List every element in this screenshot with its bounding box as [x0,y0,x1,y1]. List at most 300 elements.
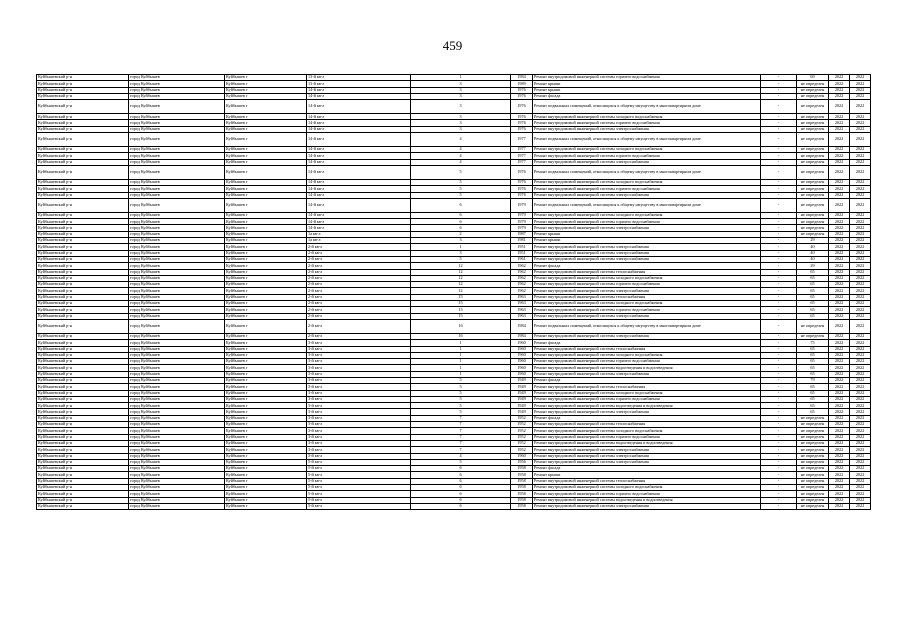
work-type-cell: Ремонт внутридомовой инженерной системы электроснабжения [533,159,761,165]
district-cell: Куйбышевский р-н [37,256,129,262]
street-cell: 3-й кв-л [307,403,411,409]
year-start-cell: 2022 [829,333,850,339]
locality-cell: Куйбышев г [225,422,307,428]
year-start-cell: 2022 [829,81,850,87]
house-number-cell: 12 [411,269,511,275]
locality-cell: Куйбышев г [225,179,307,185]
dash-cell: - [761,263,797,269]
table-row [37,100,871,114]
street-cell: 14-й кв-л [307,93,411,99]
locality-cell: Куйбышев г [225,485,307,491]
year-built-cell: 1952 [511,434,533,440]
year-start-cell: 2022 [829,231,850,237]
year-built-cell: 1979 [511,212,533,218]
year-start-cell: 2022 [829,365,850,371]
locality-cell: Куйбышев г [225,491,307,497]
dash-cell: - [761,453,797,459]
year-start-cell: 2022 [829,478,850,484]
house-number-cell: 4 [411,133,511,147]
locality-cell: Куйбышев г [225,186,307,192]
year-end-cell: 2022 [850,428,871,434]
year-built-cell: 1960 [511,352,533,358]
work-type-cell: Ремонт внутридомовой инженерной системы электроснабжения [533,244,761,250]
house-number-cell: 7 [411,428,511,434]
table-row [37,503,871,509]
dash-cell: - [761,256,797,262]
year-built-cell: 1977 [511,159,533,165]
value-cell: не определен [797,133,829,147]
year-built-cell: 1951 [511,244,533,250]
house-number-cell: 15 [411,294,511,300]
year-end-cell: 2022 [850,263,871,269]
street-cell: 2-й кв-л [307,269,411,275]
locality-cell: Куйбышев г [225,250,307,256]
district-cell: Куйбышевский р-н [37,275,129,281]
value-cell: 75 [797,340,829,346]
settlement-cell: город Куйбышев [129,269,225,275]
year-start-cell: 2022 [829,225,850,231]
year-start-cell: 2022 [829,466,850,472]
table-body [37,75,871,510]
value-cell: 65 [797,301,829,307]
settlement-cell: город Куйбышев [129,198,225,212]
settlement-cell: город Куйбышев [129,359,225,365]
year-end-cell: 2022 [850,294,871,300]
settlement-cell: город Куйбышев [129,346,225,352]
year-built-cell: 1949 [511,390,533,396]
year-end-cell: 2022 [850,478,871,484]
value-cell: не определен [797,428,829,434]
house-number-cell: 1 [411,352,511,358]
year-built-cell: 1952 [511,428,533,434]
year-end-cell: 2022 [850,403,871,409]
house-number-cell: 6 [411,485,511,491]
work-type-cell: Ремонт внутридомовой инженерной системы холодного водоснабжения [533,352,761,358]
locality-cell: Куйбышев г [225,244,307,250]
year-built-cell: 1962 [511,275,533,281]
street-cell: 14-й кв-л [307,133,411,147]
house-number-cell: 7 [411,447,511,453]
year-built-cell: 1962 [511,288,533,294]
house-number-cell: 3 [411,87,511,93]
value-cell: не определен [797,485,829,491]
dash-cell: - [761,447,797,453]
work-type-cell: Ремонт внутридомовой инженерной системы горячего водоснабжения [533,282,761,288]
settlement-cell: город Куйбышев [129,93,225,99]
work-type-cell: Ремонт внутридомовой инженерной системы холодного водоснабжения [533,179,761,185]
value-cell: не определен [797,415,829,421]
settlement-cell: город Куйбышев [129,147,225,153]
district-cell: Куйбышевский р-н [37,459,129,465]
year-end-cell: 2022 [850,503,871,509]
year-built-cell: 1989 [511,81,533,87]
district-cell: Куйбышевский р-н [37,93,129,99]
settlement-cell: город Куйбышев [129,466,225,472]
house-number-cell: 3 [411,238,511,244]
street-cell: 3-й кв-л [307,377,411,383]
year-end-cell: 2022 [850,472,871,478]
work-type-cell: Ремонт внутридомовой инженерной системы электроснабжения [533,288,761,294]
table-row [37,165,871,179]
settlement-cell: город Куйбышев [129,497,225,503]
street-cell: 5-й кв-л [307,478,411,484]
year-built-cell: 1979 [511,219,533,225]
street-cell: 2-й кв-л [307,307,411,313]
work-type-cell: Ремонт подвальных помещений, относящихся к общему имуществу в многоквартирном доме [533,165,761,179]
settlement-cell: город Куйбышев [129,87,225,93]
locality-cell: Куйбышев г [225,153,307,159]
district-cell: Куйбышевский р-н [37,231,129,237]
settlement-cell: город Куйбышев [129,256,225,262]
dash-cell: - [761,466,797,472]
dash-cell: - [761,165,797,179]
year-start-cell: 2022 [829,409,850,415]
value-cell: не определен [797,453,829,459]
street-cell: 5-й кв-л [307,503,411,509]
work-type-cell: Ремонт внутридомовой инженерной системы теплоснабжения [533,294,761,300]
locality-cell: Куйбышев г [225,212,307,218]
value-cell: не определен [797,219,829,225]
year-end-cell: 2022 [850,307,871,313]
year-end-cell: 2022 [850,491,871,497]
value-cell: не определен [797,447,829,453]
street-cell: 2-й кв-л [307,288,411,294]
year-built-cell: 1949 [511,403,533,409]
value-cell: 65 [797,359,829,365]
value-cell: 65 [797,409,829,415]
year-end-cell: 2022 [850,377,871,383]
dash-cell: - [761,497,797,503]
year-built-cell: 1958 [511,472,533,478]
locality-cell: Куйбышев г [225,133,307,147]
settlement-cell: город Куйбышев [129,415,225,421]
work-type-cell: Ремонт внутридомовой инженерной системы электроснабжения [533,453,761,459]
year-built-cell: 1958 [511,466,533,472]
locality-cell: Куйбышев г [225,319,307,333]
district-cell: Куйбышевский р-н [37,263,129,269]
house-number-cell: 15 [411,313,511,319]
house-number-cell: 1 [411,75,511,81]
year-start-cell: 2022 [829,198,850,212]
street-cell: 13-й кв-л [307,81,411,87]
settlement-cell: город Куйбышев [129,377,225,383]
dash-cell: - [761,159,797,165]
year-end-cell: 2022 [850,485,871,491]
dash-cell: - [761,219,797,225]
year-end-cell: 2022 [850,384,871,390]
street-cell: 2-й кв-л [307,256,411,262]
district-cell: Куйбышевский р-н [37,282,129,288]
year-end-cell: 2022 [850,212,871,218]
year-built-cell: 1976 [511,179,533,185]
value-cell: 29 [797,263,829,269]
settlement-cell: город Куйбышев [129,319,225,333]
settlement-cell: город Куйбышев [129,219,225,225]
value-cell: не определен [797,440,829,446]
settlement-cell: город Куйбышев [129,186,225,192]
value-cell: 65 [797,275,829,281]
street-cell: 2-й кв-л [307,301,411,307]
year-start-cell: 2022 [829,319,850,333]
street-cell: 3-й кв-л [307,371,411,377]
house-number-cell: 1 [411,365,511,371]
settlement-cell: город Куйбышев [129,459,225,465]
table-row [37,133,871,147]
work-type-cell: Ремонт внутридомовой инженерной системы электроснабжения [533,459,761,465]
district-cell: Куйбышевский р-н [37,198,129,212]
year-built-cell: 1949 [511,396,533,402]
value-cell: не определен [797,87,829,93]
year-start-cell: 2022 [829,447,850,453]
locality-cell: Куйбышев г [225,403,307,409]
value-cell: 79 [797,377,829,383]
year-end-cell: 2022 [850,87,871,93]
locality-cell: Куйбышев г [225,288,307,294]
dash-cell: - [761,377,797,383]
work-type-cell: Ремонт внутридомовой инженерной системы водоотведения и водоотведения [533,497,761,503]
house-number-cell: 4 [411,147,511,153]
district-cell: Куйбышевский р-н [37,447,129,453]
year-start-cell: 2022 [829,453,850,459]
year-end-cell: 2022 [850,275,871,281]
district-cell: Куйбышевский р-н [37,87,129,93]
settlement-cell: город Куйбышев [129,282,225,288]
year-end-cell: 2022 [850,225,871,231]
locality-cell: Куйбышев г [225,503,307,509]
year-built-cell: 1952 [511,440,533,446]
value-cell: 40 [797,256,829,262]
settlement-cell: город Куйбышев [129,294,225,300]
year-start-cell: 2022 [829,238,850,244]
year-built-cell: 1979 [511,225,533,231]
locality-cell: Куйбышев г [225,263,307,269]
year-end-cell: 2022 [850,81,871,87]
settlement-cell: город Куйбышев [129,81,225,87]
year-end-cell: 2022 [850,440,871,446]
settlement-cell: город Куйбышев [129,244,225,250]
year-start-cell: 2022 [829,340,850,346]
locality-cell: Куйбышев г [225,333,307,339]
year-start-cell: 2022 [829,288,850,294]
year-built-cell: 1963 [511,301,533,307]
locality-cell: Куйбышев г [225,165,307,179]
work-type-cell: Ремонт внутридомовой инженерной системы электроснабжения [533,371,761,377]
street-cell: 3-й кв-л [307,359,411,365]
dash-cell: - [761,244,797,250]
year-end-cell: 2022 [850,409,871,415]
dash-cell: - [761,275,797,281]
value-cell: 40 [797,244,829,250]
year-start-cell: 2022 [829,192,850,198]
dash-cell: - [761,212,797,218]
street-cell: 3-й кв-л [307,396,411,402]
street-cell: 3-й кв-л [307,384,411,390]
year-start-cell: 2022 [829,371,850,377]
street-cell: 14-й кв-л [307,192,411,198]
house-number-cell: 5 [411,384,511,390]
year-end-cell: 2022 [850,313,871,319]
settlement-cell: город Куйбышев [129,396,225,402]
value-cell: 65 [797,346,829,352]
year-start-cell: 2022 [829,75,850,81]
work-type-cell: Ремонт внутридомовой инженерной системы холодного водоснабжения [533,275,761,281]
year-start-cell: 2022 [829,497,850,503]
work-type-cell: Ремонт внутридомовой инженерной системы холодного водоснабжения [533,485,761,491]
year-end-cell: 2022 [850,186,871,192]
locality-cell: Куйбышев г [225,231,307,237]
year-built-cell: 1976 [511,192,533,198]
year-built-cell: 1976 [511,126,533,132]
year-built-cell: 1960 [511,346,533,352]
district-cell: Куйбышевский р-н [37,186,129,192]
year-built-cell: 1949 [511,377,533,383]
work-type-cell: Ремонт внутридомовой инженерной системы холодного водоснабжения [533,114,761,120]
year-start-cell: 2022 [829,294,850,300]
year-built-cell: 1981 [511,238,533,244]
dash-cell: - [761,459,797,465]
district-cell: Куйбышевский р-н [37,307,129,313]
house-number-cell: 3 [411,250,511,256]
year-built-cell: 1958 [511,491,533,497]
locality-cell: Куйбышев г [225,390,307,396]
year-built-cell: 1976 [511,186,533,192]
year-end-cell: 2022 [850,447,871,453]
district-cell: Куйбышевский р-н [37,313,129,319]
locality-cell: Куйбышев г [225,466,307,472]
year-end-cell: 2022 [850,165,871,179]
work-type-cell: Ремонт подвальных помещений, относящихся к общему имуществу в многоквартирном доме [533,319,761,333]
street-cell: 3-й кв-л [307,340,411,346]
year-start-cell: 2022 [829,440,850,446]
year-start-cell: 2022 [829,120,850,126]
street-cell: 5-й кв-л [307,472,411,478]
street-cell: 3-й кв-л [307,428,411,434]
settlement-cell: город Куйбышев [129,371,225,377]
work-type-cell: Ремонт крыши [533,472,761,478]
value-cell: не определен [797,153,829,159]
value-cell: не определен [797,434,829,440]
year-start-cell: 2022 [829,377,850,383]
year-start-cell: 2022 [829,485,850,491]
year-start-cell: 2022 [829,133,850,147]
value-cell: не определен [797,459,829,465]
year-end-cell: 2022 [850,126,871,132]
value-cell: не определен [797,212,829,218]
street-cell: 14-й кв-л [307,120,411,126]
work-type-cell: Ремонт фасада [533,263,761,269]
page-number: 459 [442,38,463,53]
dash-cell: - [761,179,797,185]
dash-cell: - [761,147,797,153]
dash-cell: - [761,93,797,99]
year-built-cell: 1962 [511,263,533,269]
work-type-cell: Ремонт внутридомовой инженерной системы теплоснабжения [533,384,761,390]
house-number-cell: 1 [411,359,511,365]
year-end-cell: 2022 [850,179,871,185]
house-number-cell: 4 [411,153,511,159]
locality-cell: Куйбышев г [225,440,307,446]
locality-cell: Куйбышев г [225,371,307,377]
year-start-cell: 2022 [829,396,850,402]
year-end-cell: 2022 [850,371,871,377]
work-type-cell: Ремонт внутридомовой инженерной системы горячего водоснабжения [533,75,761,81]
dash-cell: - [761,225,797,231]
work-type-cell: Ремонт подвальных помещений, относящихся к общему имуществу в многоквартирном доме [533,198,761,212]
year-start-cell: 2022 [829,491,850,497]
value-cell: 65 [797,403,829,409]
settlement-cell: город Куйбышев [129,447,225,453]
year-end-cell: 2022 [850,198,871,212]
dash-cell: - [761,250,797,256]
dash-cell: - [761,340,797,346]
dash-cell: - [761,384,797,390]
value-cell: 65 [797,282,829,288]
district-cell: Куйбышевский р-н [37,352,129,358]
year-built-cell: 1960 [511,365,533,371]
locality-cell: Куйбышев г [225,159,307,165]
year-built-cell: 1958 [511,478,533,484]
year-end-cell: 2022 [850,497,871,503]
work-type-cell: Ремонт фасада [533,377,761,383]
year-start-cell: 2022 [829,359,850,365]
work-type-cell: Ремонт внутридомовой инженерной системы горячего водоснабжения [533,120,761,126]
settlement-cell: город Куйбышев [129,120,225,126]
year-end-cell: 2022 [850,359,871,365]
value-cell: 65 [797,390,829,396]
year-built-cell: 1956 [511,459,533,465]
dash-cell: - [761,428,797,434]
house-number-cell: 6 [411,491,511,497]
street-cell: 2-й кв-л [307,282,411,288]
dash-cell: - [761,269,797,275]
year-end-cell: 2022 [850,301,871,307]
year-built-cell: 1951 [511,250,533,256]
settlement-cell: город Куйбышев [129,478,225,484]
street-cell: 3-й кв-л [307,453,411,459]
district-cell: Куйбышевский р-н [37,294,129,300]
dash-cell: - [761,434,797,440]
district-cell: Куйбышевский р-н [37,238,129,244]
district-cell: Куйбышевский р-н [37,466,129,472]
year-built-cell: 1976 [511,114,533,120]
street-cell: 14-й кв-л [307,147,411,153]
work-type-cell: Ремонт внутридомовой инженерной системы теплоснабжения [533,346,761,352]
locality-cell: Куйбышев г [225,114,307,120]
work-type-cell: Ремонт крыши [533,87,761,93]
year-built-cell: 1960 [511,371,533,377]
year-end-cell: 2022 [850,244,871,250]
year-built-cell: 1963 [511,313,533,319]
value-cell: 65 [797,365,829,371]
year-built-cell: 1949 [511,384,533,390]
year-end-cell: 2022 [850,120,871,126]
work-type-cell: Ремонт крыши [533,238,761,244]
settlement-cell: город Куйбышев [129,491,225,497]
year-end-cell: 2022 [850,192,871,198]
year-start-cell: 2022 [829,472,850,478]
locality-cell: Куйбышев г [225,365,307,371]
locality-cell: Куйбышев г [225,447,307,453]
repair-schedule-table [36,74,871,510]
settlement-cell: город Куйбышев [129,225,225,231]
locality-cell: Куйбышев г [225,346,307,352]
locality-cell: Куйбышев г [225,352,307,358]
district-cell: Куйбышевский р-н [37,403,129,409]
house-number-cell: 1 [411,340,511,346]
year-start-cell: 2022 [829,250,850,256]
dash-cell: - [761,422,797,428]
value-cell: 65 [797,294,829,300]
